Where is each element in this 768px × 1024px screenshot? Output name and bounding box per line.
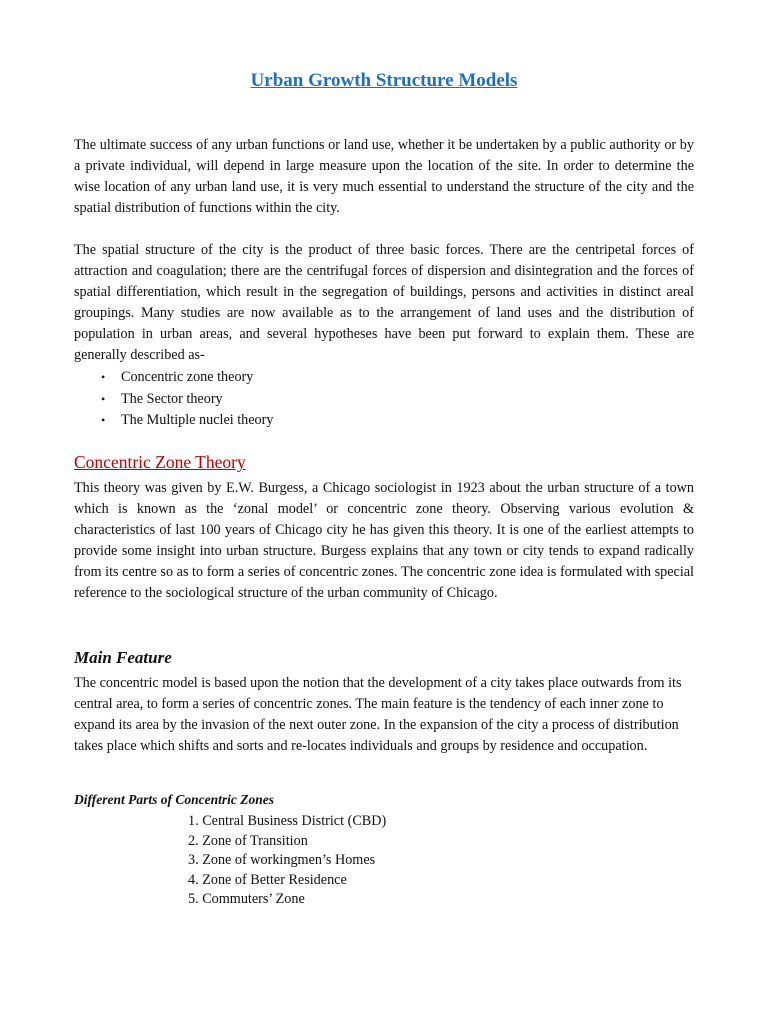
- intro-paragraph: The ultimate success of any urban functions or land use, whether it be undertaken by a public authority or by a private individual, will depend in large measure upon the location of the site. In order to determine the wise location of any urban land use, it is very much essential to understand the structure of the city and the spatial distribution of functions within the city.: [74, 137, 694, 216]
- bullet-icon: •: [101, 370, 106, 384]
- list-item: 3. Zone of workingmen’s Homes: [188, 852, 376, 868]
- list-item: [74, 410, 273, 432]
- burgess-paragraph: This theory was given by E.W. Burgess, a Chicago sociologist in 1923 about the urban structure of a town which is known as the ‘zonal model’ or concentric zone theory. Observing various evolution & characteristics of last 100 years of Chicago city he has given this theory. It is one of the earliest attempts to provide some insight into urban structure. Burgess explains that any town or city tends to expand radically from its centre so as to form a series of concentric zones. The concentric zone idea is formulated with special reference to the sociological structure of the urban community of Chicago.: [74, 480, 694, 601]
- bullet-icon: •: [101, 391, 106, 406]
- list-item: 5. Commuters’ Zone: [188, 891, 305, 907]
- list-item: [74, 367, 273, 389]
- zone-parts-heading: Different Parts of Concentric Zones: [74, 792, 274, 807]
- list-item: 1. Central Business District (CBD): [188, 813, 387, 829]
- theory-label: Concentric zone theory: [121, 369, 254, 385]
- theories-list: [74, 367, 273, 432]
- list-item: 2. Zone of Transition: [188, 832, 308, 849]
- main-feature-heading: Main Feature: [74, 648, 172, 667]
- bullet-icon: •: [101, 413, 106, 427]
- list-item: [74, 389, 273, 411]
- theory-label: The Sector theory: [121, 390, 223, 407]
- zones-list: [188, 812, 386, 910]
- list-item: 4. Zone of Better Residence: [188, 871, 347, 888]
- document-title: Urban Growth Structure Models: [250, 70, 518, 91]
- concentric-zone-heading: Concentric Zone Theory: [74, 452, 246, 472]
- spatial-structure-paragraph: The spatial structure of the city is the product of three basic forces. There are the centripetal forces of attraction and coagulation; there are the centrifugal forces of dispersion and disintegration and the forces of spatial differentiation, which result in the segregation of buildings, persons and activities in distinct areal groupings. Many studies are now available as to the arrangement of land uses and the distribution of population in urban areas, and several hypotheses have been put forward to explain them. These are generally described as-: [74, 242, 694, 363]
- main-feature-paragraph: The concentric model is based upon the notion that the development of a city takes place outwards from its central area, to form a series of concentric zones. The main feature is the tendency of each inner zone to expand its area by the invasion of the next outer zone. In the expansion of the city a process of distribution takes place which shifts and sorts and re-locates individuals and groups by residence and occupation.: [74, 675, 682, 754]
- theory-label: The Multiple nuclei theory: [121, 412, 274, 428]
